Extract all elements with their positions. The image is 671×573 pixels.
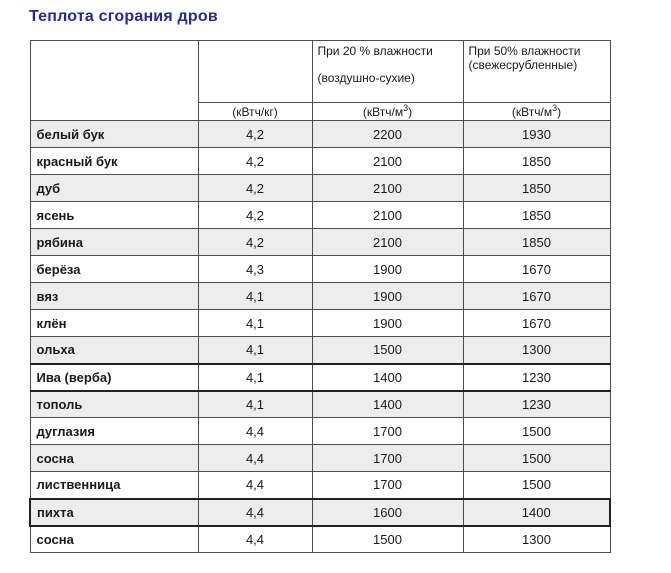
- wood-name-cell: пихта: [30, 499, 198, 526]
- kwh-m3-50-cell: 1850: [463, 229, 610, 256]
- kwh-m3-50-cell: 1670: [463, 283, 610, 310]
- wood-name-cell: белый бук: [30, 121, 198, 148]
- kwh-kg-cell: 4,3: [198, 256, 312, 283]
- kwh-m3-20-cell: 1700: [312, 472, 463, 499]
- kwh-m3-20-cell: 1600: [312, 499, 463, 526]
- unit-kwh-per-m3-20: $(кВтч/м^3)$: [312, 103, 463, 121]
- table-row: [30, 283, 610, 310]
- kwh-m3-50-cell: 1670: [463, 256, 610, 283]
- header-corner-cell: [30, 41, 198, 121]
- kwh-m3-20-cell: 2100: [312, 175, 463, 202]
- kwh-m3-20-cell: 1900: [312, 283, 463, 310]
- kwh-m3-50-cell: 1850: [463, 148, 610, 175]
- kwh-m3-50-cell: 1300: [463, 526, 610, 553]
- kwh-m3-50-cell: 1230: [463, 364, 610, 391]
- table-row: [30, 202, 610, 229]
- table-row: [30, 148, 610, 175]
- header-moisture20-line1: При 20 % влажности: [317, 44, 433, 58]
- table-row: [30, 364, 610, 391]
- kwh-kg-cell: 4,1: [198, 391, 312, 418]
- header-moisture50-line2: (свежесрубленные): [468, 58, 578, 72]
- kwh-kg-cell: 4,4: [198, 499, 312, 526]
- kwh-kg-cell: 4,4: [198, 526, 312, 553]
- kwh-kg-cell: 4,1: [198, 337, 312, 364]
- table-row: [30, 121, 610, 148]
- kwh-m3-20-cell: 1400: [312, 364, 463, 391]
- kwh-kg-cell: 4,2: [198, 121, 312, 148]
- kwh-m3-20-cell: 1700: [312, 445, 463, 472]
- table-row: [30, 499, 610, 526]
- header-moisture20-line2: (воздушно-сухие): [317, 71, 415, 85]
- page-title: Теплота сгорания дров: [29, 8, 218, 25]
- kwh-m3-50-cell: 1230: [463, 391, 610, 418]
- kwh-m3-50-cell: 1300: [463, 337, 610, 364]
- kwh-kg-cell: 4,2: [198, 175, 312, 202]
- wood-name-cell: сосна: [30, 526, 198, 553]
- wood-name-cell: тополь: [30, 391, 198, 418]
- kwh-kg-cell: 4,2: [198, 229, 312, 256]
- kwh-kg-cell: 4,1: [198, 364, 312, 391]
- table-row: [30, 175, 610, 202]
- table-body: [30, 121, 610, 553]
- table-row: [30, 472, 610, 499]
- unit-kwh-per-m3-50: $(кВтч/м^3)$: [463, 103, 610, 121]
- kwh-kg-cell: 4,2: [198, 202, 312, 229]
- kwh-m3-20-cell: 2100: [312, 202, 463, 229]
- kwh-m3-50-cell: 1500: [463, 472, 610, 499]
- table-row: [30, 256, 610, 283]
- wood-name-cell: клён: [30, 310, 198, 337]
- table-row: [30, 526, 610, 553]
- kwh-kg-cell: 4,4: [198, 418, 312, 445]
- kwh-m3-50-cell: 1500: [463, 418, 610, 445]
- kwh-m3-20-cell: 2200: [312, 121, 463, 148]
- firewood-heat-table: [29, 40, 611, 553]
- table-row: [30, 445, 610, 472]
- header-moisture20-cell: [312, 41, 463, 103]
- wood-name-cell: Ива (верба): [30, 364, 198, 391]
- kwh-kg-cell: 4,4: [198, 445, 312, 472]
- table-row: [30, 337, 610, 364]
- kwh-m3-20-cell: 1500: [312, 526, 463, 553]
- kwh-m3-20-cell: 1500: [312, 337, 463, 364]
- wood-name-cell: ясень: [30, 202, 198, 229]
- table-row: [30, 310, 610, 337]
- kwh-m3-50-cell: 1850: [463, 175, 610, 202]
- kwh-kg-cell: 4,4: [198, 472, 312, 499]
- header-moisture50-cell: [463, 41, 610, 103]
- kwh-kg-cell: 4,1: [198, 283, 312, 310]
- kwh-m3-50-cell: 1400: [463, 499, 610, 526]
- kwh-m3-20-cell: 1700: [312, 418, 463, 445]
- kwh-kg-cell: 4,1: [198, 310, 312, 337]
- kwh-m3-50-cell: 1670: [463, 310, 610, 337]
- table-row: [30, 391, 610, 418]
- kwh-m3-20-cell: 1900: [312, 256, 463, 283]
- kwh-m3-50-cell: 1930: [463, 121, 610, 148]
- kwh-m3-50-cell: 1500: [463, 445, 610, 472]
- header-blank-cell: [198, 41, 312, 103]
- wood-name-cell: лиственница: [30, 472, 198, 499]
- wood-name-cell: сосна: [30, 445, 198, 472]
- kwh-m3-50-cell: 1850: [463, 202, 610, 229]
- kwh-m3-20-cell: 1900: [312, 310, 463, 337]
- header-moisture50-line1: При 50% влажности: [468, 44, 581, 58]
- wood-name-cell: ольха: [30, 337, 198, 364]
- table-row: [30, 418, 610, 445]
- kwh-m3-20-cell: 1400: [312, 391, 463, 418]
- kwh-m3-20-cell: 2100: [312, 148, 463, 175]
- kwh-kg-cell: 4,2: [198, 148, 312, 175]
- kwh-m3-20-cell: 2100: [312, 229, 463, 256]
- wood-name-cell: берёза: [30, 256, 198, 283]
- unit-kwh-per-kg: (кВтч/кг): [198, 103, 312, 121]
- header-row-conditions: [30, 41, 610, 103]
- table-row: [30, 229, 610, 256]
- wood-name-cell: дуб: [30, 175, 198, 202]
- wood-name-cell: красный бук: [30, 148, 198, 175]
- wood-name-cell: дуглазия: [30, 418, 198, 445]
- wood-name-cell: рябина: [30, 229, 198, 256]
- table-header: [30, 41, 610, 121]
- wood-name-cell: вяз: [30, 283, 198, 310]
